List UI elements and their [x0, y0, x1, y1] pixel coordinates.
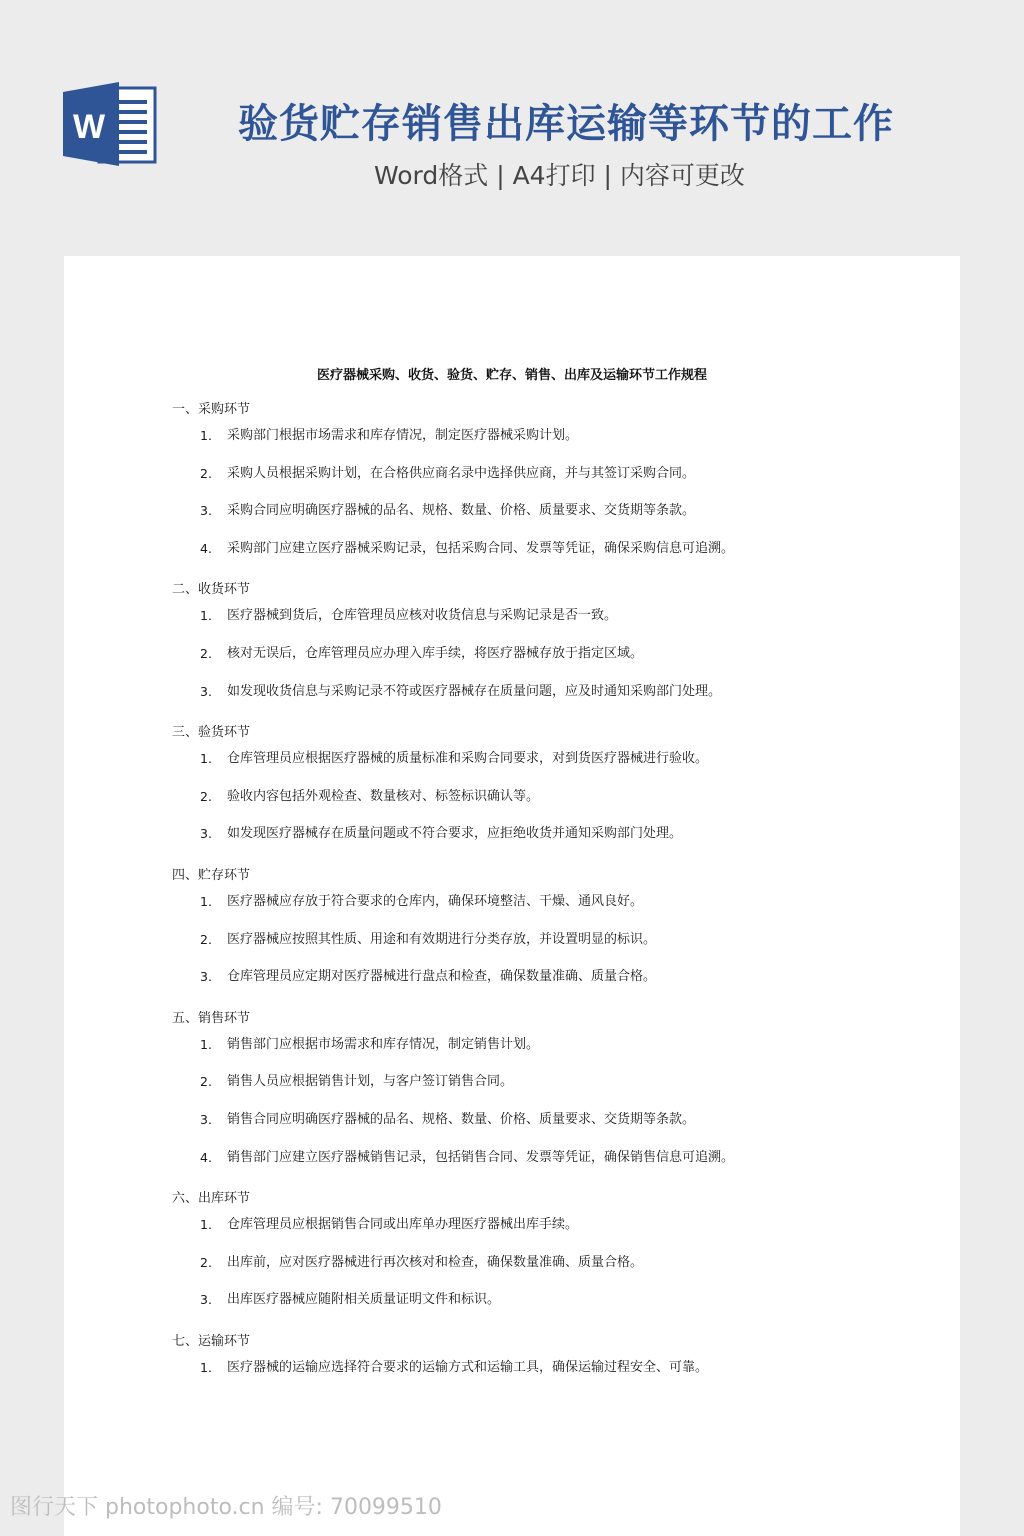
- section-heading: 五、销售环节: [172, 1010, 251, 1026]
- list-item-text: 医疗器械应存放于符合要求的仓库内，确保环境整洁、干燥、通风良好。: [227, 893, 644, 909]
- list-item: [172, 1358, 892, 1396]
- document-page: [64, 256, 960, 1536]
- list-item-number: 2.: [200, 788, 212, 804]
- list-item: [172, 749, 892, 787]
- header-banner: [0, 0, 1024, 256]
- list-item-text: 医疗器械到货后，仓库管理员应核对收货信息与采购记录是否一致。: [227, 608, 618, 624]
- list-item: [172, 644, 892, 682]
- list-item-text: 销售部门应建立医疗器械销售记录，包括销售合同、发票等凭证，确保销售信息可追溯。: [227, 1149, 735, 1165]
- list-item-number: 4.: [200, 1149, 212, 1165]
- section-heading: 四、贮存环节: [172, 867, 251, 883]
- list-item: [172, 464, 892, 502]
- list-item-text: 仓库管理员应定期对医疗器械进行盘点和检查，确保数量准确、质量合格。: [227, 969, 657, 985]
- list-item: [172, 1072, 892, 1110]
- list-item-text: 如发现医疗器械存在质量问题或不符合要求，应拒绝收货并通知采购部门处理。: [227, 826, 683, 842]
- list-item: [172, 606, 892, 644]
- list-item-text: 销售人员应根据销售计划，与客户签订销售合同。: [227, 1074, 514, 1090]
- list-item-number: 1.: [200, 1036, 212, 1052]
- list-item-text: 销售合同应明确医疗器械的品名、规格、数量、价格、质量要求、交货期等条款。: [227, 1111, 696, 1127]
- word-icon-letter: W: [72, 108, 106, 146]
- page-title: 验货贮存销售出库运输等环节的工作: [238, 101, 894, 147]
- list-item-text: 核对无误后，仓库管理员应办理入库手续，将医疗器械存放于指定区域。: [227, 645, 644, 661]
- section-heading: 六、出库环节: [172, 1191, 251, 1207]
- list-item-number: 3.: [200, 826, 212, 842]
- list-item-text: 医疗器械的运输应选择符合要求的运输方式和运输工具，确保运输过程安全、可靠。: [227, 1359, 709, 1375]
- list-item-text: 采购人员根据采购计划，在合格供应商名录中选择供应商，并与其签订采购合同。: [227, 465, 696, 481]
- list-item: [172, 426, 892, 464]
- list-item-text: 销售部门应根据市场需求和库存情况，制定销售计划。: [227, 1036, 540, 1052]
- list-item-number: 1.: [200, 1359, 212, 1375]
- list-item-number: 3.: [200, 1111, 212, 1127]
- list-item: [172, 1253, 892, 1291]
- list-item-number: 1.: [200, 428, 212, 443]
- list-item-text: 出库前，应对医疗器械进行再次核对和检查，确保数量准确、质量合格。: [227, 1254, 644, 1270]
- list-item: [172, 539, 892, 577]
- list-item-text: 仓库管理员应根据医疗器械的质量标准和采购合同要求，对到货医疗器械进行验收。: [227, 751, 709, 767]
- list-item: [172, 1110, 892, 1148]
- list-item-number: 2.: [200, 1074, 212, 1090]
- list-item: [172, 1148, 892, 1186]
- list-item-number: 3.: [200, 683, 212, 699]
- list-item-number: 1.: [200, 1217, 212, 1233]
- list-item: [172, 682, 892, 720]
- list-item: [172, 892, 892, 930]
- list-item-number: 1.: [200, 608, 212, 624]
- list-item-number: 3.: [200, 969, 212, 985]
- list-item: [172, 824, 892, 862]
- list-item-number: 3.: [200, 503, 212, 519]
- list-item: [172, 501, 892, 539]
- section-heading: 二、收货环节: [172, 582, 251, 598]
- list-item-text: 采购部门应建立医疗器械采购记录，包括采购合同、发票等凭证，确保采购信息可追溯。: [227, 540, 735, 556]
- section-heading: 七、运输环节: [172, 1333, 251, 1349]
- list-item: [172, 1035, 892, 1073]
- document-title: 医疗器械采购、收货、验货、贮存、销售、出库及运输环节工作规程: [316, 368, 707, 383]
- section-heading: 一、采购环节: [172, 402, 251, 417]
- list-item-number: 1.: [200, 893, 212, 909]
- list-item-text: 采购合同应明确医疗器械的品名、规格、数量、价格、质量要求、交货期等条款。: [227, 503, 696, 519]
- list-item-number: 2.: [200, 931, 212, 947]
- list-item: [172, 930, 892, 968]
- page-subtitle: Word格式 | A4打印 | 内容可更改: [374, 161, 745, 190]
- list-item-text: 医疗器械应按照其性质、用途和有效期进行分类存放，并设置明显的标识。: [227, 931, 657, 947]
- word-document-icon: [63, 82, 157, 166]
- list-item-text: 采购部门根据市场需求和库存情况，制定医疗器械采购计划。: [227, 428, 579, 443]
- list-item-number: 4.: [200, 540, 212, 556]
- list-item-number: 1.: [200, 751, 212, 767]
- list-item: [172, 1215, 892, 1253]
- list-item-text: 验收内容包括外观检查、数量核对、标签标识确认等。: [227, 788, 540, 804]
- list-item-number: 2.: [200, 645, 212, 661]
- watermark: 图行天下 photophoto.cn 编号: 70099510: [10, 1495, 442, 1520]
- list-item-text: 仓库管理员应根据销售合同或出库单办理医疗器械出库手续。: [227, 1217, 579, 1233]
- list-item-number: 3.: [200, 1292, 212, 1308]
- list-item-number: 2.: [200, 1254, 212, 1270]
- list-item: [172, 787, 892, 825]
- document-body: [172, 396, 892, 1395]
- list-item: [172, 1290, 892, 1328]
- list-item-number: 2.: [200, 465, 212, 481]
- list-item-text: 如发现收货信息与采购记录不符或医疗器械存在质量问题，应及时通知采购部门处理。: [227, 683, 722, 699]
- list-item: [172, 967, 892, 1005]
- section-heading: 三、验货环节: [172, 725, 251, 741]
- list-item-text: 出库医疗器械应随附相关质量证明文件和标识。: [227, 1292, 501, 1308]
